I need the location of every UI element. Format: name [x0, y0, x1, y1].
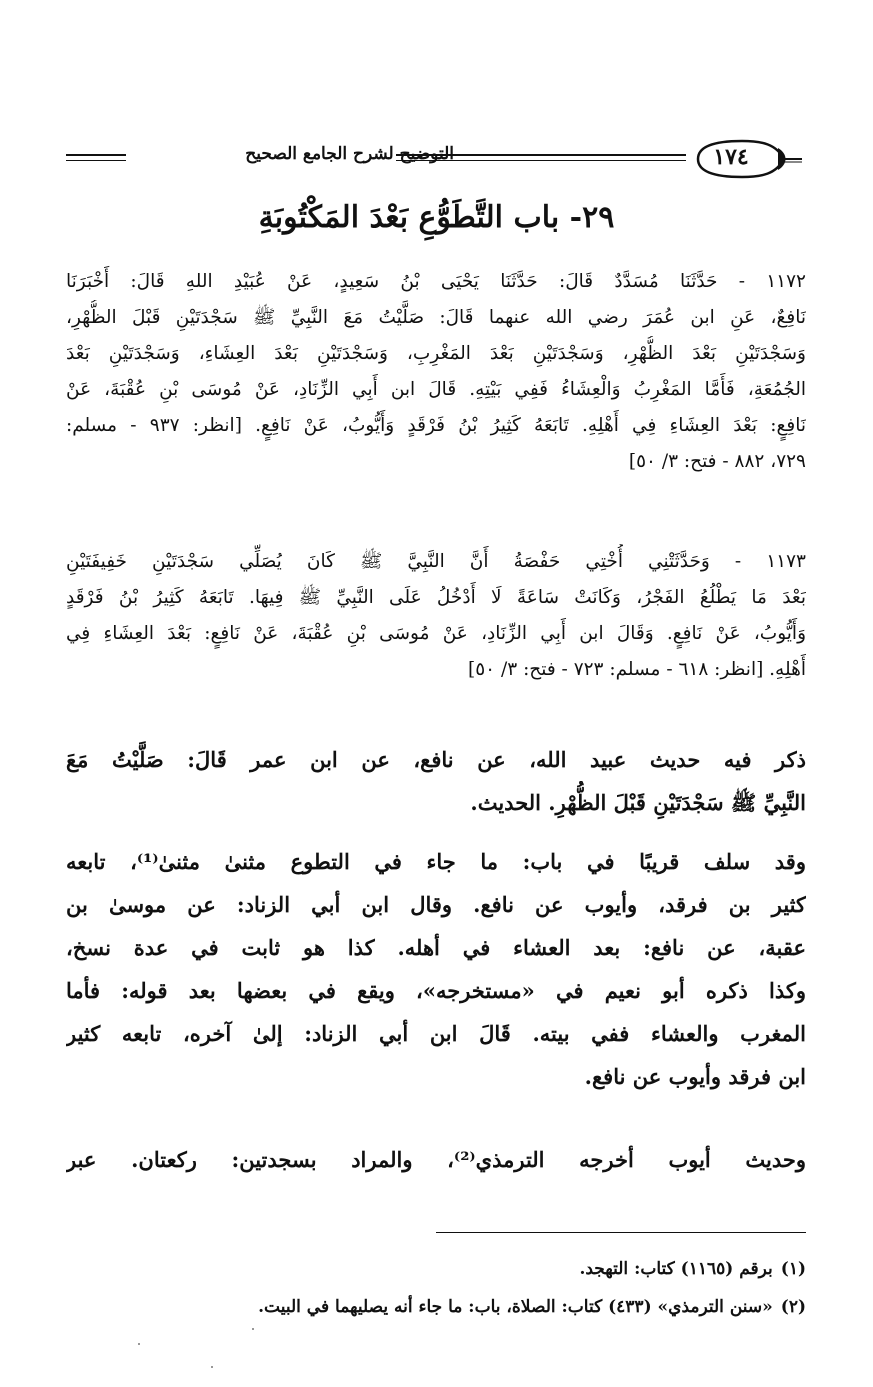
- hadith-line: الجُمُعَةِ، فَأَمَّا المَغْرِبُ وَالْعِشَاءُ فَفِي بَيْتِهِ. قَالَ ابن أَبِي الزِّنَادِ، عَنْ مُوسَى بْنِ عُقْبَةَ، عَنْ: [66, 379, 806, 400]
- commentary-line: كثير بن فرقد، وأيوب عن نافع. وقال ابن أبي الزناد: عن موسىٰ بن: [66, 892, 806, 917]
- scan-speck: [211, 1366, 213, 1368]
- hadith-line: وَسَجْدَتَيْنِ بَعْدَ الظُّهْرِ، وَسَجْدَتَيْنِ بَعْدَ المَغْرِبِ، وَسَجْدَتَيْنِ بَعْدَ العِشَاءِ، وَسَجْدَتَيْنِ بَعْدَ: [66, 343, 806, 364]
- hadith-line: نَافِعٌ، عَنِ ابن عُمَرَ رضي الله عنهما قَالَ: صَلَّيْتُ مَعَ النَّبِيِّ ﷺ سَجْدَتَيْنِ قَبْلَ الظُّهْرِ،: [66, 307, 806, 328]
- footnote-text: «سنن الترمذي» (٤٣٣) كتاب: الصلاة، باب: ما جاء أنه يصليهما في البيت.: [258, 1297, 773, 1317]
- page-number-badge: [684, 138, 802, 180]
- footnote-mark: (١): [780, 1259, 806, 1279]
- commentary-line: المغرب والعشاء ففي بيته. قَالَ ابن أبي الزناد: إلىٰ آخره، تابعه كثير: [66, 1021, 806, 1046]
- hadith-line: ٧٢٩، ٨٨٢ - فتح: ٣/ ٥٠]: [628, 451, 806, 472]
- footnote-text: برقم (١١٦٥) كتاب: التهجد.: [579, 1259, 773, 1279]
- header-rule-left-thin: [66, 160, 126, 161]
- commentary-line: ذكر فيه حديث عبيد الله، عن نافع، عن ابن عمر قَالَ: صَلَّيْتُ مَعَ: [66, 747, 806, 772]
- commentary-paragraph-1: [66, 738, 806, 824]
- chapter-title: ٢٩- باب التَّطَوُّعِ بَعْدَ المَكْتُوبَةِ: [258, 200, 615, 235]
- page-header: [66, 138, 806, 182]
- footnote-separator: [436, 1232, 806, 1233]
- running-title: التوضيح لشرح الجامع الصحيح: [245, 144, 454, 164]
- hadith-line: بَعْدَ مَا يَطْلُعُ الفَجْرُ، وَكَانَتْ سَاعَةً لَا أَدْخُلُ عَلَى النَّبِيِّ ﷺ فِيهَا. تَابَعَهُ كَثِيرُ بْنُ فَرْقَدٍ: [66, 587, 806, 608]
- hadith-line: ١١٧٢ - حَدَّثَنَا مُسَدَّدٌ قَالَ: حَدَّثَنَا يَحْيَى بْنُ سَعِيدٍ، عَنْ عُبَيْدِ اللهِ قَالَ: أَخْبَرَنَا: [66, 271, 806, 292]
- hadith-1173: [66, 544, 806, 688]
- footnote-1: [66, 1250, 806, 1288]
- scan-speck: [252, 1328, 254, 1330]
- hadith-line: نَافِعٍ: بَعْدَ العِشَاءِ فِي أَهْلِهِ. تَابَعَهُ كَثِيرُ بْنُ فَرْقَدٍ وَأَيُّوبُ، عَنْ نَافِعٍ. [انظر: ٩٣٧ - مسلم:: [66, 415, 806, 436]
- commentary-line: وحديث أيوب أخرجه الترمذي⁽²⁾، والمراد بسجدتين: ركعتان. عبر: [66, 1147, 806, 1172]
- hadith-line: أَهْلِهِ. [انظر: ٦١٨ - مسلم: ٧٢٣ - فتح: ٣/ ٥٠]: [468, 659, 806, 680]
- commentary-paragraph-3: [66, 1138, 806, 1181]
- hadith-line: وَأَيُّوبُ، عَنْ نَافِعٍ. وَقَالَ ابن أَبِي الزِّنَادِ، عَنْ مُوسَى بْنِ عُقْبَةَ، عَنْ نَافِعٍ: بَعْدَ العِشَاءِ فِي: [66, 623, 806, 644]
- footnotes: [66, 1250, 806, 1326]
- commentary-paragraph-2: [66, 840, 806, 1098]
- commentary-line: ابن فرقد وأيوب عن نافع.: [584, 1064, 806, 1089]
- footnote-mark: (٢): [780, 1297, 806, 1317]
- footnote-2: [66, 1288, 806, 1326]
- scan-speck: [138, 1343, 140, 1345]
- commentary-line: النَّبِيِّ ﷺ سَجْدَتَيْنِ قَبْلَ الظُّهْرِ. الحديث.: [470, 790, 806, 815]
- header-rule-left: [66, 154, 126, 156]
- hadith-line: ١١٧٣ - وَحَدَّثَتْنِي أُخْتِي حَفْصَةُ أَنَّ النَّبِيَّ ﷺ كَانَ يُصَلِّي سَجْدَتَيْنِ خَفِيفَتَيْنِ: [66, 551, 806, 572]
- hadith-1172: [66, 264, 806, 480]
- commentary-line: عقبة، عن نافع: بعد العشاء في أهله. كذا هو ثابت في عدة نسخ،: [66, 935, 806, 960]
- commentary-line: وكذا ذكره أبو نعيم في «مستخرجه»، ويقع في بعضها بعد قوله: فأما: [66, 978, 806, 1003]
- commentary-line: وقد سلف قريبًا في باب: ما جاء في التطوع مثنىٰ مثنىٰ⁽¹⁾، تابعه: [66, 849, 806, 874]
- page-number: ١٧٤: [713, 144, 749, 170]
